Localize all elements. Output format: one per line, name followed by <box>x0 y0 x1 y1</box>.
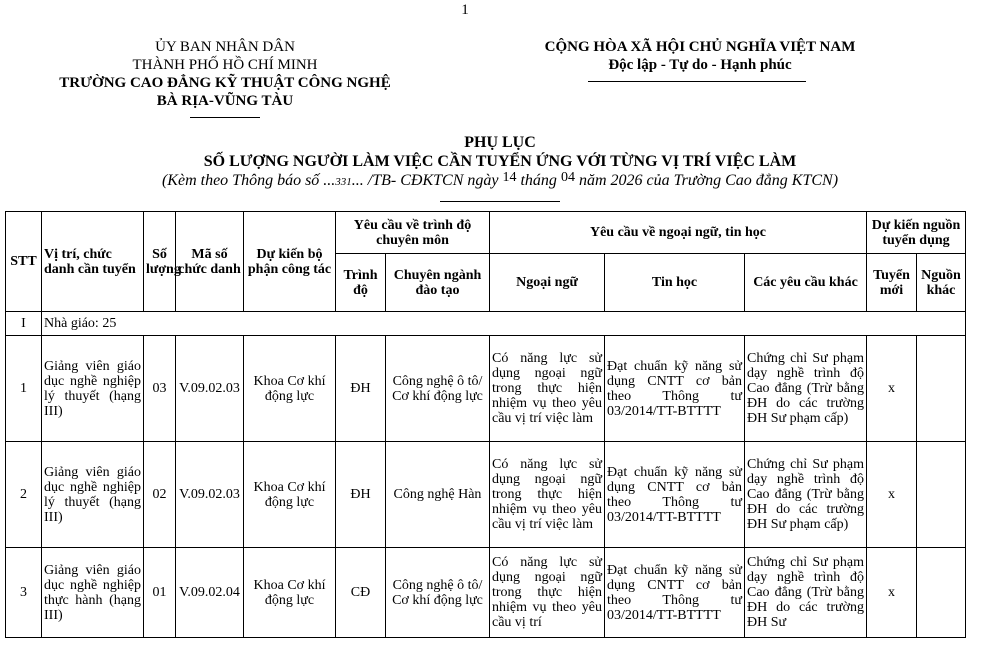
note-number: 331 <box>335 176 352 188</box>
cell-stt: 3 <box>6 548 42 638</box>
cell-code: V.09.02.03 <box>176 442 244 548</box>
cell-position: Giảng viên giáo dục nghề nghiệp lý thuyết (hạng III) <box>42 336 144 442</box>
cell-level: ĐH <box>336 336 386 442</box>
section-num: I <box>6 312 42 336</box>
header-new: Tuyển mới <box>867 254 917 312</box>
note-month: 04 <box>560 170 575 185</box>
cell-major: Công nghệ Hàn <box>386 442 490 548</box>
header-quantity: Số lượng <box>144 212 176 312</box>
note-underline <box>440 201 560 202</box>
header-language: Ngoại ngữ <box>490 254 605 312</box>
cell-new: x <box>867 336 917 442</box>
cell-other-source <box>917 548 966 638</box>
header-code: Mã số chức danh <box>176 212 244 312</box>
page-number: 1 <box>461 2 469 18</box>
header-edu-level: Trình độ <box>336 254 386 312</box>
header-it: Tin học <box>605 254 745 312</box>
header-dept: Dự kiến bộ phận công tác <box>244 212 336 312</box>
cell-new: x <box>867 548 917 638</box>
recruitment-table <box>5 211 966 638</box>
section-row <box>6 312 966 336</box>
motto-underline <box>588 81 806 82</box>
cell-level: ĐH <box>336 442 386 548</box>
cell-new: x <box>867 442 917 548</box>
cell-language: Có năng lực sử dụng ngoại ngữ trong thực hiện nhiệm vụ theo yêu cầu vị trí việc làm <box>490 336 605 442</box>
table-row <box>6 548 966 638</box>
cell-quantity: 01 <box>144 548 176 638</box>
issuer-block <box>10 38 440 110</box>
doc-title: PHỤ LỤC <box>464 134 536 151</box>
section-label: Nhà giáo: 25 <box>42 312 966 336</box>
note-middle: ... /TB- CĐKTCN ngày <box>351 172 499 189</box>
header-other: Các yêu cầu khác <box>745 254 867 312</box>
cell-position: Giảng viên giáo dục nghề nghiệp lý thuyết (hạng III) <box>42 442 144 548</box>
cell-dept: Khoa Cơ khí động lực <box>244 442 336 548</box>
header-major: Chuyên ngành đào tạo <box>386 254 490 312</box>
national-motto: Độc lập - Tự do - Hạnh phúc <box>608 57 792 73</box>
cell-other: Chứng chỉ Sư phạm dạy nghề trình độ Cao đẳng (Trừ bằng ĐH do các trường ĐH Sư <box>745 548 867 638</box>
cell-code: V.09.02.04 <box>176 548 244 638</box>
cell-other: Chứng chỉ Sư phạm dạy nghề trình độ Cao đẳng (Trừ bằng ĐH do các trường ĐH Sư phạm cấp) <box>745 442 867 548</box>
national-name: CỘNG HÒA XÃ HỘI CHỦ NGHĨA VIỆT NAM <box>544 39 856 55</box>
issuer-line-2: THÀNH PHỐ HỒ CHÍ MINH <box>132 57 318 73</box>
note-prefix: (Kèm theo Thông báo số ... <box>161 172 336 189</box>
issuer-line-3: TRƯỜNG CAO ĐẲNG KỸ THUẬT CÔNG NGHỆ <box>59 75 391 91</box>
table-row <box>6 336 966 442</box>
national-motto-block <box>470 38 930 74</box>
issuer-underline <box>190 117 260 118</box>
doc-subtitle: SỐ LƯỢNG NGƯỜI LÀM VIỆC CẦN TUYỂN ỨNG VỚI TỪNG VỊ TRÍ VIỆC LÀM <box>203 153 797 170</box>
cell-language: Có năng lực sử dụng ngoại ngữ trong thực hiện nhiệm vụ theo yêu cầu vị trí <box>490 548 605 638</box>
cell-stt: 1 <box>6 336 42 442</box>
cell-code: V.09.02.03 <box>176 336 244 442</box>
cell-other-source <box>917 336 966 442</box>
cell-other: Chứng chỉ Sư phạm dạy nghề trình độ Cao đẳng (Trừ bằng ĐH do các trường ĐH Sư phạm cấp) <box>745 336 867 442</box>
header-source-group: Dự kiến nguồn tuyển dụng <box>867 212 966 254</box>
cell-quantity: 02 <box>144 442 176 548</box>
issuer-line-1: ỦY BAN NHÂN DÂN <box>155 39 295 55</box>
cell-position: Giảng viên giáo dục nghề nghiệp thực hành (hạng III) <box>42 548 144 638</box>
cell-language: Có năng lực sử dụng ngoại ngữ trong thực hiện nhiệm vụ theo yêu cầu vị trí việc làm <box>490 442 605 548</box>
cell-major: Công nghệ ô tô/ Cơ khí động lực <box>386 336 490 442</box>
table-row <box>6 442 966 548</box>
cell-dept: Khoa Cơ khí động lực <box>244 548 336 638</box>
header-edu-group: Yêu cầu về trình độ chuyên môn <box>336 212 490 254</box>
doc-note <box>0 171 1000 192</box>
cell-other-source <box>917 442 966 548</box>
header-lang-group: Yêu cầu về ngoại ngữ, tin học <box>490 212 867 254</box>
cell-major: Công nghệ ô tô/ Cơ khí động lực <box>386 548 490 638</box>
note-month-label: tháng <box>520 172 557 189</box>
cell-dept: Khoa Cơ khí động lực <box>244 336 336 442</box>
header-other-source: Nguồn khác <box>917 254 966 312</box>
cell-level: CĐ <box>336 548 386 638</box>
cell-it: Đạt chuẩn kỹ năng sử dụng CNTT cơ bản theo Thông tư 03/2014/TT-BTTTT <box>605 548 745 638</box>
cell-quantity: 03 <box>144 336 176 442</box>
note-day: 14 <box>502 170 517 185</box>
cell-stt: 2 <box>6 442 42 548</box>
cell-it: Đạt chuẩn kỹ năng sử dụng CNTT cơ bản theo Thông tư 03/2014/TT-BTTTT <box>605 336 745 442</box>
header-position: Vị trí, chức danh cần tuyển <box>42 212 144 312</box>
header-stt: STT <box>6 212 42 312</box>
note-suffix: năm 2026 của Trường Cao đẳng KTCN) <box>578 172 839 189</box>
cell-it: Đạt chuẩn kỹ năng sử dụng CNTT cơ bản theo Thông tư 03/2014/TT-BTTTT <box>605 442 745 548</box>
issuer-line-4: BÀ RỊA-VŨNG TÀU <box>156 93 294 109</box>
title-block <box>0 133 1000 192</box>
